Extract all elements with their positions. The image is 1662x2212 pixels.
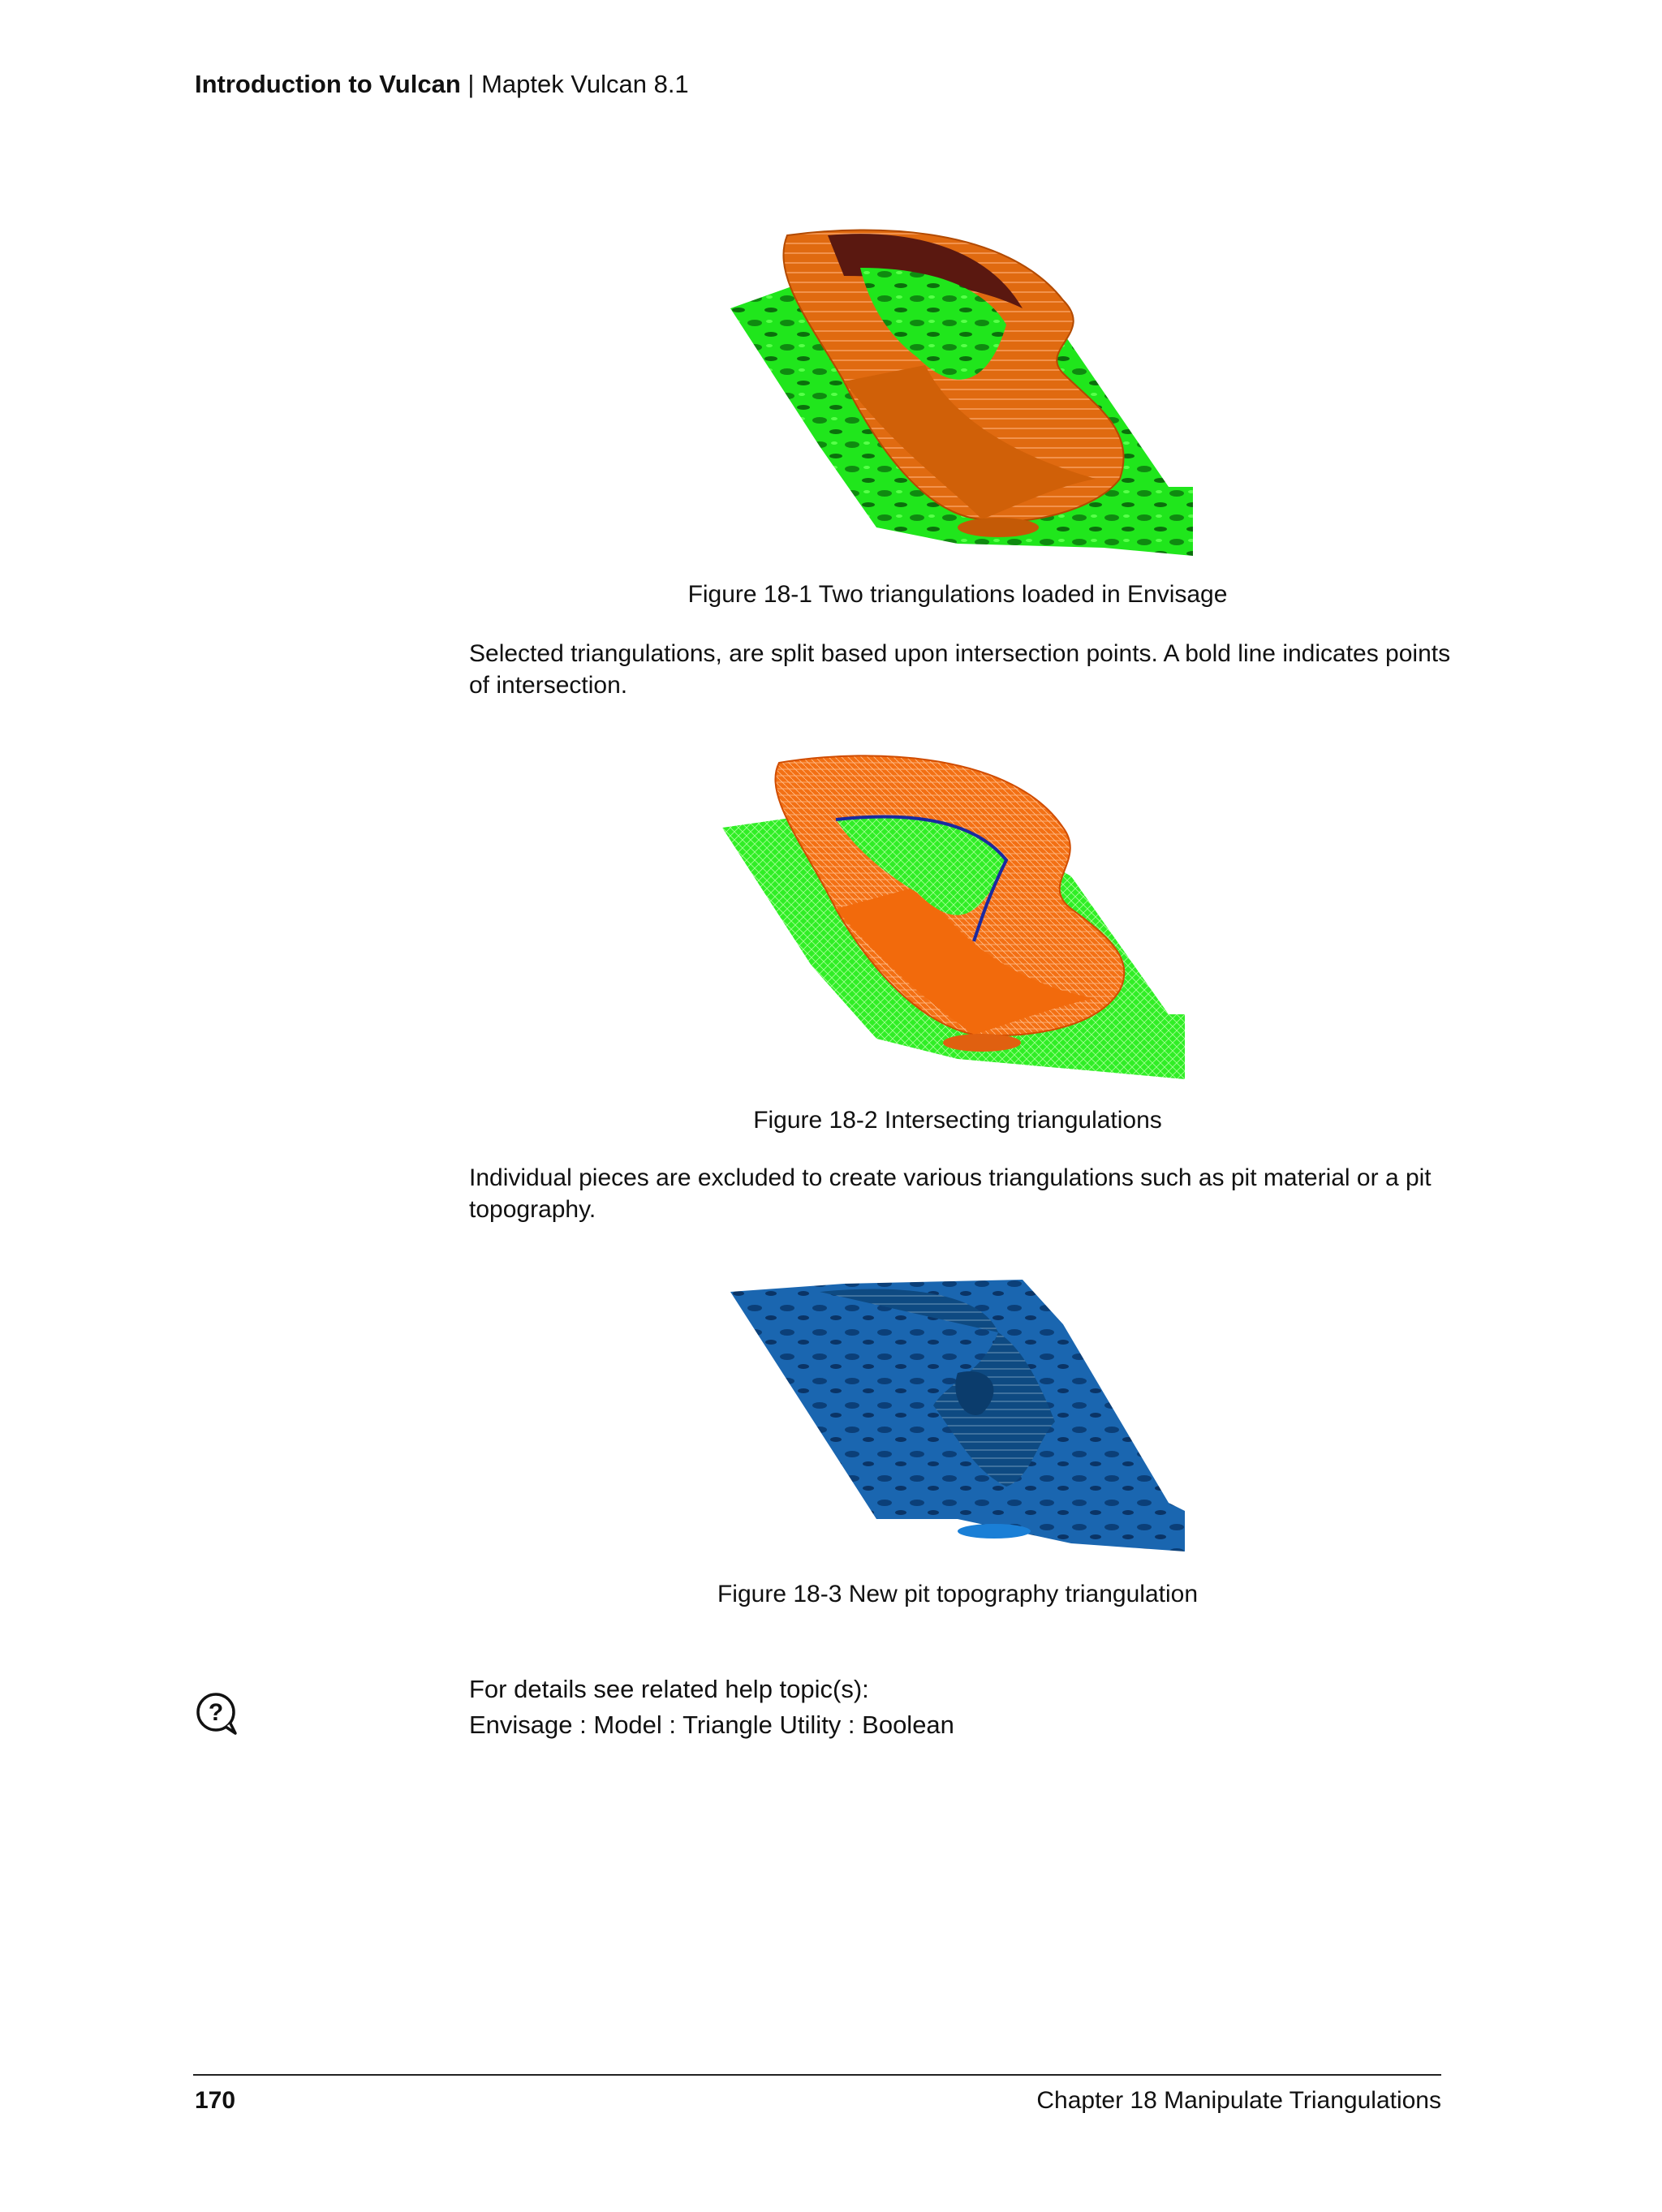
figure-18-1-image [714,219,1217,580]
page-header [195,70,689,99]
paragraph-intersection: Selected triangulations, are split based upon intersection points. A bold line indicates points of intersection. [469,640,1451,699]
figure-18-1-caption: Figure 18-1 Two triangulations loaded in Envisage [687,581,1228,608]
help-topics [469,1672,954,1743]
footer-rule [193,2074,1441,2076]
figure-18-3-graphic [714,1276,1217,1568]
header-title: Introduction to Vulcan [195,70,461,98]
help-topic-link[interactable]: Envisage : Model : Triangle Utility : Boolean [469,1711,954,1739]
figure-18-2-image [714,747,1217,1091]
header-subtitle: Maptek Vulcan 8.1 [481,70,689,98]
figure-18-2-caption: Figure 18-2 Intersecting triangulations [753,1107,1162,1134]
svg-text:?: ? [208,1699,224,1726]
chapter-title: Chapter 18 Manipulate Triangulations [1036,2087,1441,2114]
figure-18-2-graphic [714,747,1217,1087]
header-separator: | [460,70,482,98]
figure-18-1-graphic [714,219,1217,576]
paragraph-exclusion: Individual pieces are excluded to create various triangulations such as pit material or a pit topography. [469,1164,1432,1223]
help-intro: For details see related help topic(s): [469,1675,869,1703]
figure-18-3-image [714,1276,1217,1572]
page-number: 170 [195,2087,236,2114]
help-icon [195,1691,240,1741]
figure-18-3-caption: Figure 18-3 New pit topography triangulation [717,1581,1199,1607]
